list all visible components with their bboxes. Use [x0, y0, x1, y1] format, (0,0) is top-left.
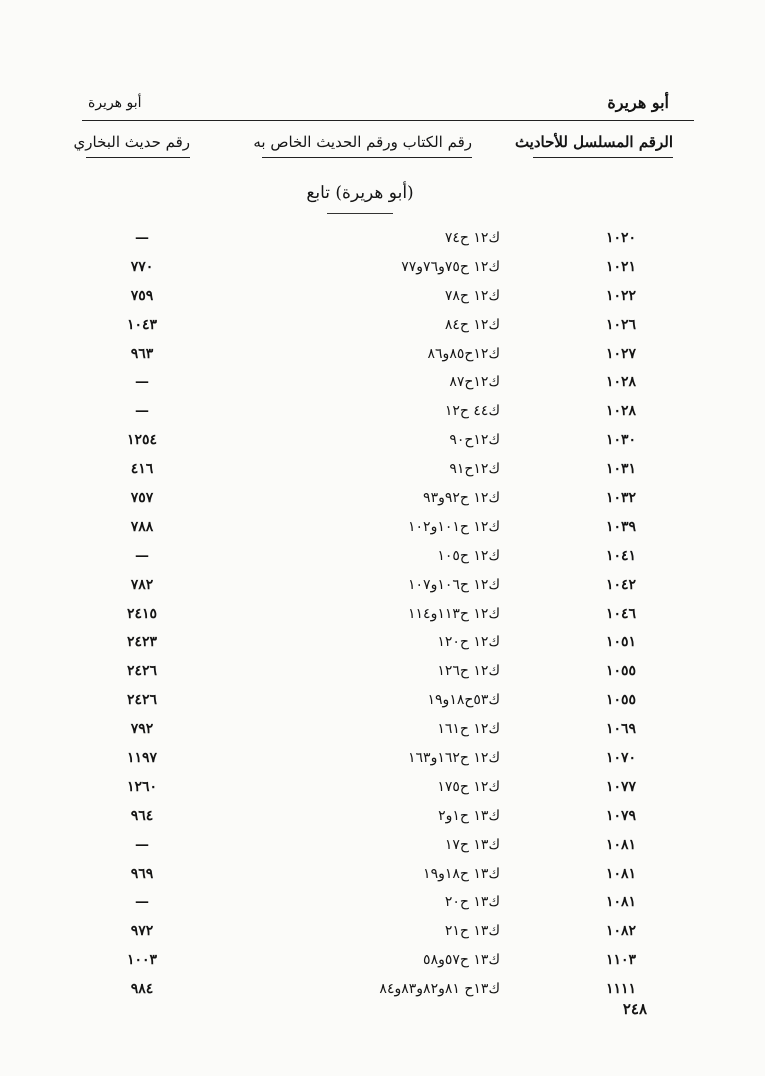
column-header-bukhari [73, 133, 190, 158]
bukhari-number-cell: ١٠٤٣ [126, 316, 158, 333]
book-reference-cell: ك١٣ ح١٨و١٩ [423, 865, 500, 882]
serial-number-cell: ١٠٥٥ [605, 663, 637, 680]
bukhari-number-cell: ٤١٦ [130, 461, 154, 478]
serial-number-cell: ١٠٢٨ [605, 403, 637, 420]
book-reference-cell: ك١٢ ح٧٨ [444, 287, 500, 304]
table-row [0, 311, 765, 340]
book-reference-cell: ك١٢ ح١٠٦و١٠٧ [408, 576, 500, 593]
table-row [0, 282, 765, 311]
bukhari-number-cell: ٩٦٤ [130, 807, 154, 824]
serial-number-cell: ١٠٢٦ [605, 316, 637, 333]
column-header-serial [514, 133, 673, 158]
table-row [0, 831, 765, 860]
column-header-underline [86, 157, 190, 158]
serial-number-cell: ١٠٤١ [605, 547, 637, 564]
bukhari-number-cell: — [135, 894, 149, 911]
table-row [0, 975, 765, 1004]
bukhari-number-cell: ٩٦٣ [130, 345, 154, 362]
book-reference-cell: ك١٢ ح١٠٥ [437, 547, 500, 564]
book-reference-cell: ك١٢ ح٩٢و٩٣ [423, 490, 500, 507]
table-row [0, 513, 765, 542]
book-reference-cell: ك١٢ ح١٧٥ [437, 778, 500, 795]
bukhari-number-cell: ١٢٥٤ [126, 432, 158, 449]
bukhari-number-cell: ١٠٠٣ [126, 952, 158, 969]
book-reference-cell: ك١٢ ح٧٤ [444, 230, 500, 246]
serial-number-cell: ١٠٢١ [605, 258, 637, 275]
bukhari-number-cell: — [135, 374, 149, 391]
serial-number-cell: ١٠٢٧ [605, 345, 637, 362]
table-row [0, 628, 765, 657]
table-row [0, 686, 765, 715]
book-reference-cell: ك١٣ ح٥٧و٥٨ [423, 952, 500, 969]
book-reference-cell: ك١٣ح ٨١و٨٢و٨٣و٨٤ [379, 981, 500, 998]
table-row [0, 426, 765, 455]
table-row [0, 397, 765, 426]
book-reference-cell: ك١٢ ح١٦٢و١٦٣ [408, 750, 500, 767]
book-reference-cell: ك٥٣ح١٨و١٩ [427, 692, 500, 709]
table-row [0, 744, 765, 773]
column-header-underline [533, 157, 673, 158]
table-row [0, 715, 765, 744]
column-header-book [253, 133, 472, 158]
book-reference-cell: ك١٢ح٨٧ [449, 374, 500, 391]
table-row [0, 600, 765, 629]
serial-number-cell: ١٠٣٢ [605, 490, 637, 507]
table-row [0, 888, 765, 917]
bukhari-number-cell: ٢٤٢٦ [126, 663, 158, 680]
bukhari-number-cell: ٧٨٢ [130, 576, 154, 593]
bukhari-number-cell: ٢٤٢٦ [126, 692, 158, 709]
serial-number-cell: ١٠٨١ [605, 865, 637, 882]
serial-number-cell: ١٠٥٥ [605, 692, 637, 709]
bukhari-number-cell: — [135, 230, 149, 246]
bukhari-number-cell: ٢٤١٥ [126, 605, 158, 622]
table-row [0, 542, 765, 571]
serial-number-cell: ١٠٤٦ [605, 605, 637, 622]
table-row [0, 773, 765, 802]
serial-number-cell: ١٠٨٢ [605, 923, 637, 940]
table-row [0, 224, 765, 253]
header-rule [82, 120, 694, 121]
serial-number-cell: ١٠٤٢ [605, 576, 637, 593]
bukhari-number-cell: ١٢٦٠ [126, 778, 158, 795]
column-header-book-label: رقم الكتاب ورقم الحديث الخاص به [253, 133, 472, 151]
bukhari-number-cell: ١١٩٧ [126, 750, 158, 767]
bukhari-number-cell: ٩٦٩ [130, 865, 154, 882]
serial-number-cell: ١٠٣٩ [605, 518, 637, 535]
serial-number-cell: ١٠٨١ [605, 836, 637, 853]
book-reference-cell: ك١٢ح٩١ [449, 461, 500, 478]
running-head-right: أبو هريرة [607, 93, 669, 112]
serial-number-cell: ١٠٢٨ [605, 374, 637, 391]
bukhari-number-cell: ٩٨٤ [130, 981, 154, 998]
serial-number-cell: ١٠٧٧ [605, 778, 637, 795]
section-title-underline [327, 213, 393, 214]
book-reference-cell: ك١٢ ح١٢٦ [437, 663, 500, 680]
bukhari-number-cell: ٧٧٠ [130, 258, 154, 275]
section-title [300, 183, 420, 214]
table-row [0, 340, 765, 369]
column-header-bukhari-label: رقم حديث البخاري [73, 133, 190, 151]
page-number: ٢٤٨ [622, 1000, 647, 1018]
column-header-underline [262, 157, 472, 158]
book-reference-cell: ك١٣ ح١٧ [444, 836, 500, 853]
table-row [0, 946, 765, 975]
bukhari-number-cell: — [135, 836, 149, 853]
bukhari-number-cell: — [135, 547, 149, 564]
bukhari-number-cell: ٧٨٨ [130, 518, 154, 535]
section-title-text: (أبو هريرة) تابع [306, 183, 414, 203]
serial-number-cell: ١٠٢٢ [605, 287, 637, 304]
book-reference-cell: ك٤٤ ح١٢ [444, 403, 500, 420]
serial-number-cell: ١١١١ [605, 981, 637, 998]
book-reference-cell: ك١٣ ح٢١ [444, 923, 500, 940]
table-row [0, 571, 765, 600]
bukhari-number-cell: ٩٧٢ [130, 923, 154, 940]
serial-number-cell: ١٠٣١ [605, 461, 637, 478]
bukhari-number-cell: ٧٩٢ [130, 721, 154, 738]
book-reference-cell: ك١٢ح٩٠ [449, 432, 500, 449]
book-reference-cell: ك١٢ ح١٠١و١٠٢ [408, 518, 500, 535]
hadith-table [0, 224, 765, 1004]
book-reference-cell: ك١٢ ح١١٣و١١٤ [408, 605, 500, 622]
bukhari-number-cell: ٧٥٩ [130, 287, 154, 304]
book-reference-cell: ك١٣ ح١و٢ [438, 807, 500, 824]
table-row [0, 455, 765, 484]
book-reference-cell: ك١٢ ح٨٤ [444, 316, 500, 333]
table-row [0, 860, 765, 889]
table-row [0, 368, 765, 397]
column-header-serial-label: الرقم المسلسل للأحاديث [514, 133, 673, 151]
serial-number-cell: ١٠٧٠ [605, 750, 637, 767]
serial-number-cell: ١٠٦٩ [605, 721, 637, 738]
book-reference-cell: ك١٢ح٨٥و٨٦ [427, 345, 500, 362]
serial-number-cell: ١٠٣٠ [605, 432, 637, 449]
bukhari-number-cell: ٧٥٧ [130, 490, 154, 507]
serial-number-cell: ١١٠٣ [605, 952, 637, 969]
serial-number-cell: ١٠٧٩ [605, 807, 637, 824]
book-reference-cell: ك١٢ ح١٦١ [437, 721, 500, 738]
book-reference-cell: ك١٢ ح١٢٠ [437, 634, 500, 651]
serial-number-cell: ١٠٨١ [605, 894, 637, 911]
table-row [0, 657, 765, 686]
serial-number-cell: ١٠٢٠ [605, 230, 637, 246]
bukhari-number-cell: ٢٤٢٣ [126, 634, 158, 651]
table-row [0, 802, 765, 831]
table-row [0, 484, 765, 513]
running-head-left: أبو هريرة [88, 95, 142, 111]
book-reference-cell: ك١٣ ح٢٠ [444, 894, 500, 911]
bukhari-number-cell: — [135, 403, 149, 420]
table-row [0, 253, 765, 282]
book-reference-cell: ك١٢ ح٧٥و٧٦و٧٧ [401, 258, 500, 275]
serial-number-cell: ١٠٥١ [605, 634, 637, 651]
table-row [0, 917, 765, 946]
